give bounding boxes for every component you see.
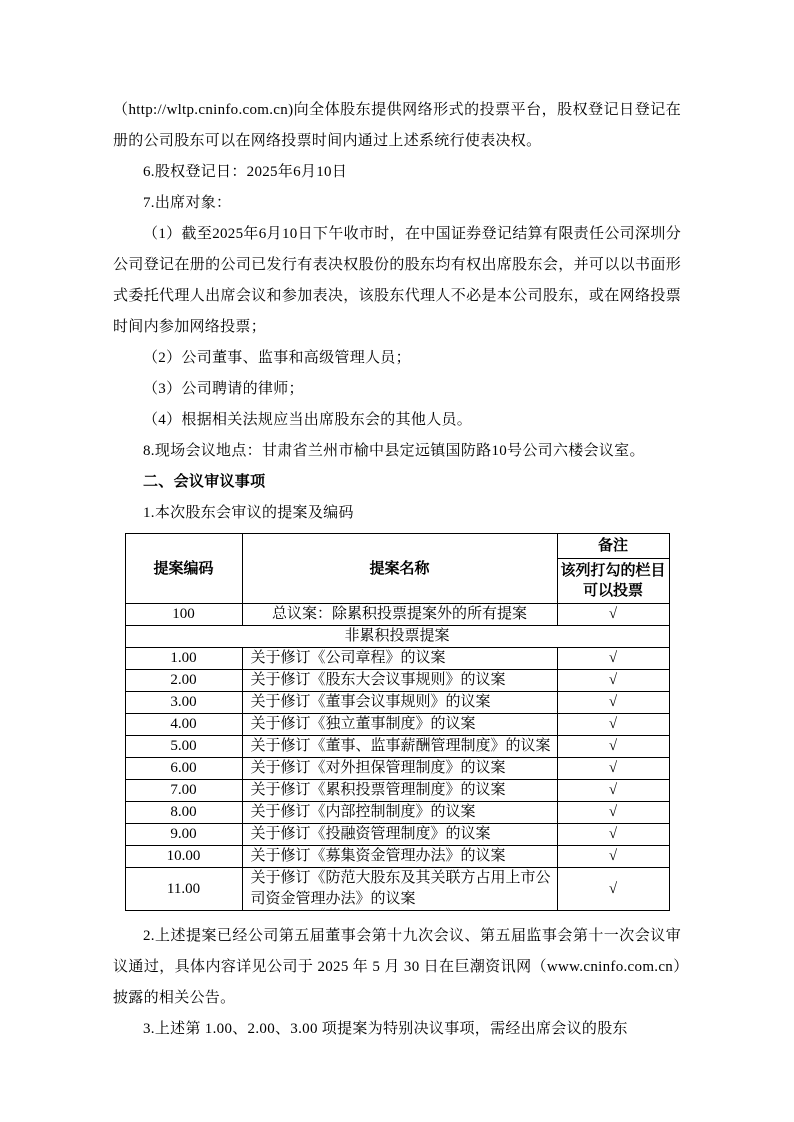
proposal-vote-checkmark: √ (557, 648, 669, 670)
proposal-name: 关于修订《投融资管理制度》的议案 (242, 824, 557, 846)
proposal-code: 5.00 (125, 736, 242, 758)
item-meeting-location: 8.现场会议地点：甘肃省兰州市榆中县定远镇国防路10号公司六楼会议室。 (143, 443, 645, 459)
proposal-vote-checkmark: √ (557, 758, 669, 780)
table-row (125, 868, 669, 911)
proposal-vote-checkmark: √ (557, 692, 669, 714)
proposal-table (125, 533, 670, 911)
col-header-note-sub: 该列打勾的栏目可以投票 (557, 559, 669, 604)
proposal-name: 关于修订《公司章程》的议案 (242, 648, 557, 670)
proposal-code: 6.00 (125, 758, 242, 780)
col-header-note: 备注 (557, 534, 669, 559)
proposal-code: 9.00 (125, 824, 242, 846)
proposal-code: 11.00 (125, 868, 242, 911)
proposal-table-header (125, 534, 669, 604)
table-row (125, 648, 669, 670)
proposal-name: 关于修订《对外担保管理制度》的议案 (242, 758, 557, 780)
section-heading: 二、会议审议事项 (143, 474, 266, 490)
proposal-code: 10.00 (125, 846, 242, 868)
proposal-name: 关于修订《股东大会议事规则》的议案 (242, 670, 557, 692)
item-proposal-list-heading: 1.本次股东会审议的提案及编码 (143, 505, 354, 521)
table-row (125, 604, 669, 626)
group-row (125, 626, 669, 648)
proposal-name: 关于修订《募集资金管理办法》的议案 (242, 846, 557, 868)
table-row (125, 714, 669, 736)
proposal-name: 总议案：除累积投票提案外的所有提案 (242, 604, 557, 626)
paragraph-special-resolution: 3.上述第 1.00、2.00、3.00 项提案为特别决议事项，需经出席会议的股东 (143, 1021, 628, 1037)
attendee-item-3: （3）公司聘请的律师； (143, 381, 304, 397)
proposal-code: 2.00 (125, 670, 242, 692)
item-attendees-heading: 7.出席对象： (143, 195, 232, 211)
table-row (125, 736, 669, 758)
proposal-name: 关于修订《内部控制制度》的议案 (242, 802, 557, 824)
proposal-code: 8.00 (125, 802, 242, 824)
proposal-vote-checkmark: √ (557, 802, 669, 824)
table-row (125, 692, 669, 714)
attendee-item-4: （4）根据相关法规应当出席股东会的其他人员。 (143, 412, 473, 428)
proposal-code: 1.00 (125, 648, 242, 670)
proposal-name: 关于修订《董事会议事规则》的议案 (242, 692, 557, 714)
proposal-code: 7.00 (125, 780, 242, 802)
proposal-vote-checkmark: √ (557, 670, 669, 692)
proposal-code: 4.00 (125, 714, 242, 736)
table-row (125, 846, 669, 868)
group-label: 非累积投票提案 (125, 626, 669, 648)
proposal-name: 关于修订《董事、监事薪酬管理制度》的议案 (242, 736, 557, 758)
proposal-vote-checkmark: √ (557, 780, 669, 802)
proposal-vote-checkmark: √ (557, 846, 669, 868)
proposal-vote-checkmark: √ (557, 868, 669, 911)
table-row (125, 758, 669, 780)
paragraph-approval: 2.上述提案已经公司第五届董事会第十九次会议、第五届监事会第十一次会议审议通过，具体内容详见公司于 2025 年 5 月 30 日在巨潮资讯网（www.cninfo.com.cn）披露的相关公告。 (113, 928, 681, 1006)
proposal-vote-checkmark: √ (557, 824, 669, 846)
attendee-item-2: （2）公司董事、监事和高级管理人员； (143, 350, 411, 366)
proposal-vote-checkmark: √ (557, 604, 669, 626)
proposal-table-body (125, 604, 669, 911)
proposal-name: 关于修订《独立董事制度》的议案 (242, 714, 557, 736)
col-header-code: 提案编码 (125, 534, 242, 604)
proposal-vote-checkmark: √ (557, 714, 669, 736)
attendee-item-1: （1）截至2025年6月10日下午收市时，在中国证券登记结算有限责任公司深圳分公司登记在册的公司已发行有表决权股份的股东均有权出席股东会，并可以以书面形式委托代理人出席会议和参加表决，该股东代理人不必是本公司股东，或在网络投票时间内参加网络投票； (113, 226, 681, 335)
header-row-1 (125, 534, 669, 559)
item-record-date: 6.股权登记日：2025年6月10日 (143, 164, 348, 180)
proposal-name: 关于修订《防范大股东及其关联方占用上市公司资金管理办法》的议案 (242, 868, 557, 911)
proposal-code: 100 (125, 604, 242, 626)
intro-paragraph: （http://wltp.cninfo.com.cn)向全体股东提供网络形式的投票平台，股权登记日登记在册的公司股东可以在网络投票时间内通过上述系统行使表决权。 (113, 102, 681, 149)
col-header-name: 提案名称 (242, 534, 557, 604)
proposal-code: 3.00 (125, 692, 242, 714)
proposal-vote-checkmark: √ (557, 736, 669, 758)
proposal-name: 关于修订《累积投票管理制度》的议案 (242, 780, 557, 802)
table-row (125, 780, 669, 802)
table-row (125, 824, 669, 846)
table-row (125, 670, 669, 692)
table-row (125, 802, 669, 824)
